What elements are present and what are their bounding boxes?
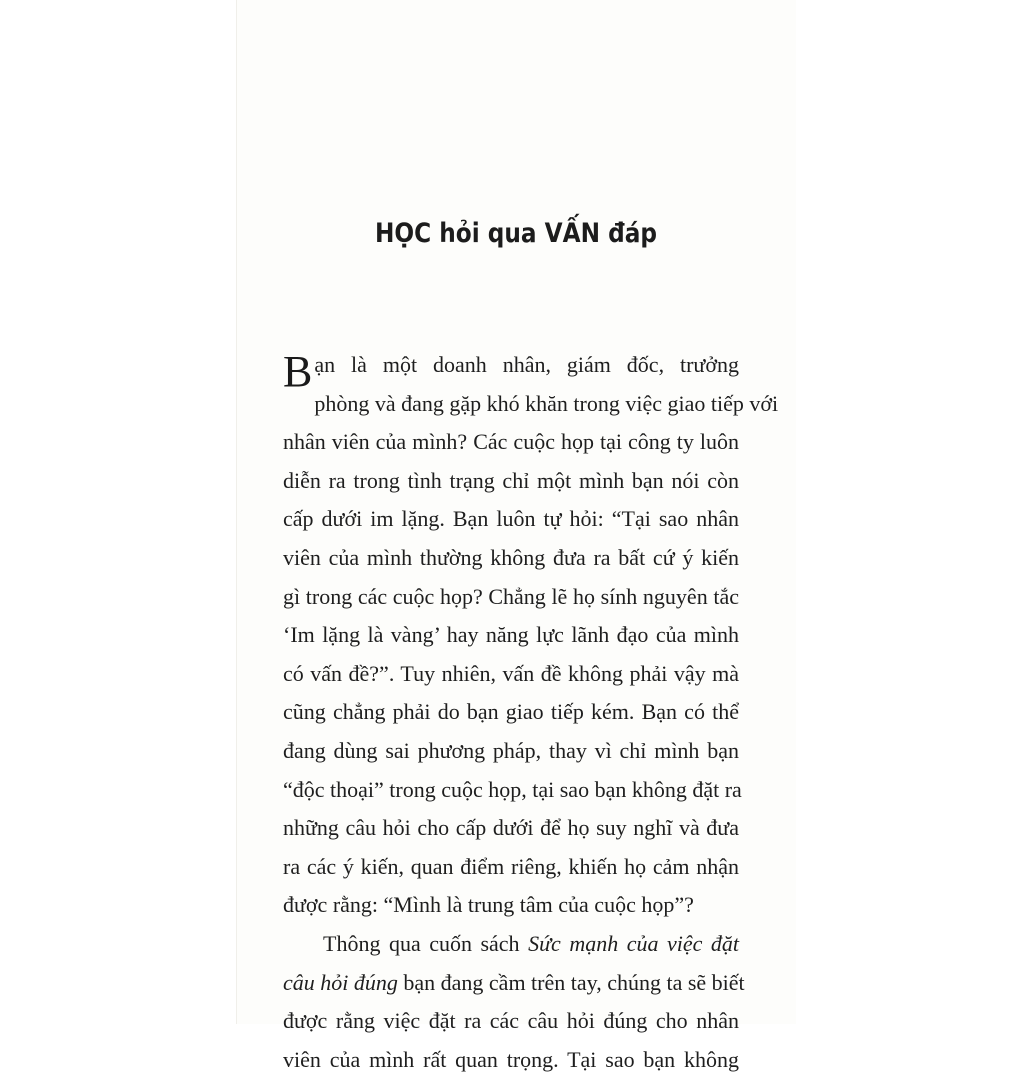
chapter-title: HỌC hỏi qua VẤN đáp: [374, 218, 658, 249]
text-line: cũng chẳng phải do bạn giao tiếp kém. Bạn có thể: [283, 699, 739, 725]
book-title: câu hỏi đúng: [283, 969, 398, 995]
text-line: viên của mình thường không đưa ra bất cứ ý kiến: [283, 544, 739, 570]
text-line: cấp dưới im lặng. Bạn luôn tự hỏi: “Tại sao nhân: [283, 506, 739, 532]
text-line: “độc thoại” trong cuộc họp, tại sao bạn không đặt ra: [283, 776, 742, 802]
text-line: nhân viên của mình? Các cuộc họp tại công ty luôn: [283, 429, 739, 455]
text-line: những câu hỏi cho cấp dưới để họ suy nghĩ và đưa: [283, 815, 739, 841]
text-line: phòng và đang gặp khó khăn trong việc giao tiếp với: [314, 390, 779, 416]
text-line: [283, 964, 745, 1003]
text-line: gì trong các cuộc họp? Chẳng lẽ họ sính nguyên tắc: [283, 583, 739, 609]
text-line: ra các ý kiến, quan điểm riêng, khiến họ cảm nhận: [283, 853, 739, 879]
text-line: viên của mình rất quan trọng. Tại sao bạn không: [283, 1046, 739, 1072]
text-line: diễn ra trong tình trạng chỉ một mình bạn nói còn: [283, 467, 739, 493]
text-line: đang dùng sai phương pháp, thay vì chỉ mình bạn: [283, 737, 739, 763]
text-line: [283, 925, 739, 964]
text-line: ‘Im lặng là vàng’ hay năng lực lãnh đạo của mình: [283, 622, 739, 648]
body-text: [283, 346, 779, 1079]
book-title: Sức mạnh của việc đặt: [528, 930, 739, 956]
text-line: được rằng việc đặt ra các câu hỏi đúng cho nhân: [283, 1008, 739, 1034]
text-run: Thông qua cuốn sách: [323, 930, 529, 956]
text-line: ạn là một doanh nhân, giám đốc, trưởng: [314, 352, 739, 377]
paragraph-intro: [283, 346, 779, 925]
paragraph-book: [283, 925, 745, 1079]
text-run: bạn đang cầm trên tay, chúng ta sẽ biết: [397, 969, 745, 995]
text-line: được rằng: “Mình là trung tâm của cuộc họp”?: [283, 892, 694, 918]
text-line: có vấn đề?”. Tuy nhiên, vấn đề không phải vậy mà: [283, 660, 739, 686]
drop-cap: B: [283, 347, 313, 396]
